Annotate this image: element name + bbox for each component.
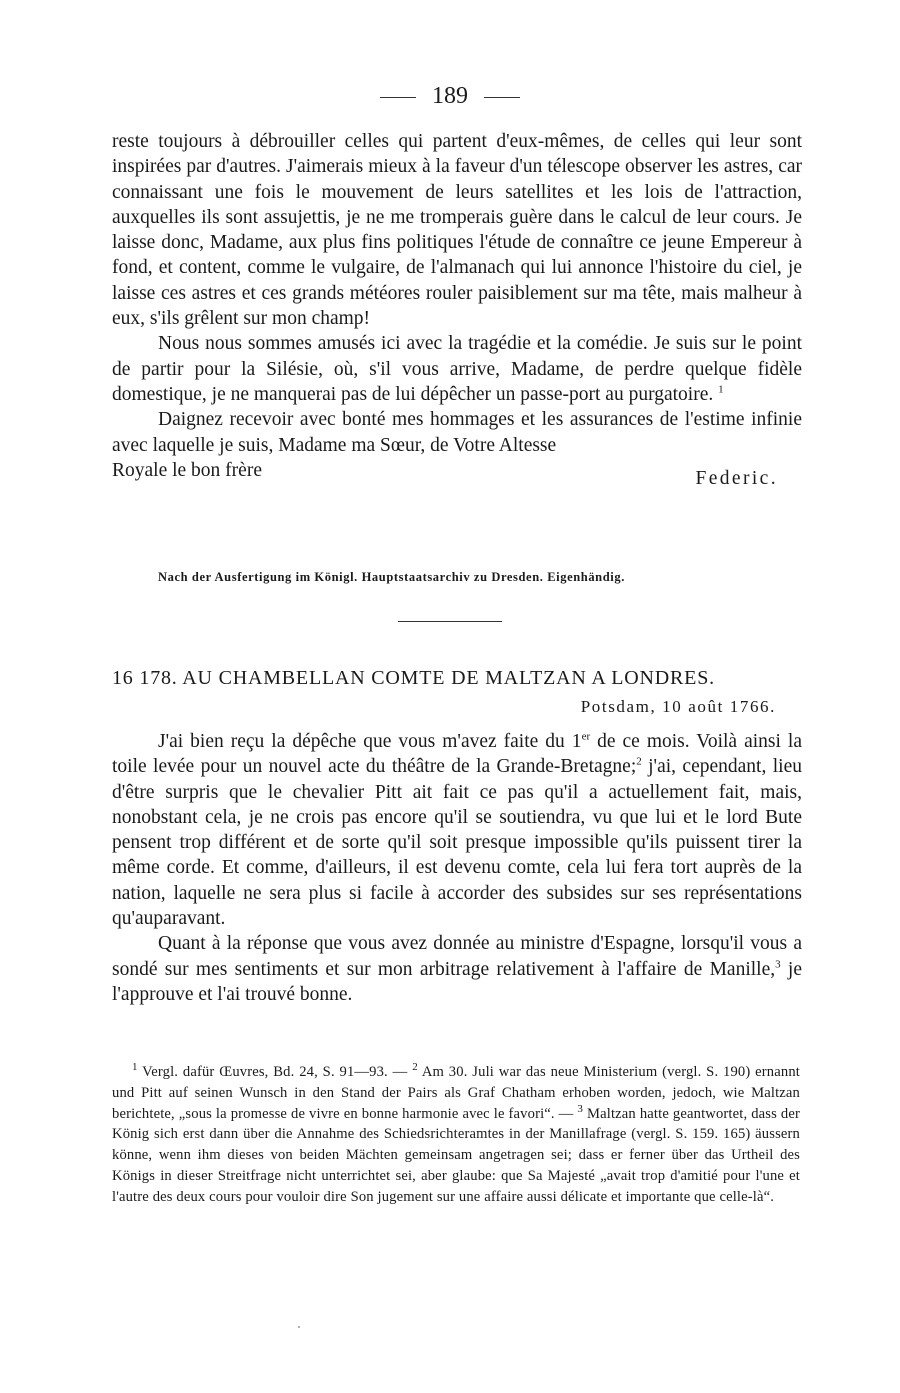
ordinal-superscript: er <box>581 730 591 743</box>
footnote-3-text: Maltzan hatte geantwortet, dass der König sich erst dann über die Annahme des Schiedsrichteramtes in der Manillafrage (vergl. S. 159. 165) äussern könne, wenn ihm dieses von beiden Mächten gemeinsam angetragen sei; dass er ferner über das Urtheil des Königs in dieser Streitfrage nicht unterrichtet sei, aber glaube: que Sa Majesté „avait trop d'amitié pour l'une et l'autre des deux cours pour vouloir dire Son jugement sur une affaire aussi délicate et importante que celle-là“. <box>112 1105 800 1205</box>
footnote-1-text: Vergl. dafür Œuvres, Bd. 24, S. 91—93. — <box>137 1064 413 1080</box>
continuation-paragraph-1: reste toujours à débrouiller celles qui partent d'eux-mêmes, de celles qui leur sont inspirées par d'autres. J'aimerais mieux à la faveur d'un télescope observer les astres, car connaissant une fois le mouvement de leurs satellites et les lois de l'attraction, auxquelles ils sont assujettis, je ne me tromperais guère dans le calcul de leur cours. Je laisse donc, Madame, aux plus fins politiques l'étude de connaître ce jeune Empereur à fond, et content, comme le vulgaire, de l'almanach qui lui annonce l'histoire du ciel, je laisse ces astres et ces grands météores rouler paisiblement sur ma tête, mais malheur à eux, s'ils grêlent sur mon champ! <box>112 131 802 330</box>
footnote-3-marker: 3 <box>577 1102 584 1115</box>
letter-paragraph-1-part-a: J'ai bien reçu la dépêche que vous m'avez faite du 1 <box>158 731 582 752</box>
letter-place-date: Potsdam, 10 août 1766. <box>580 697 776 716</box>
source-note: Nach der Ausfertigung im Königl. Hauptstaatsarchiv zu Dresden. Eigenhändig. <box>158 570 625 584</box>
footnote-2-text: Am 30. Juli war das neue Ministerium (vergl. S. 190) ernannt und Pitt auf seinen Wunsch in den Stand der Pairs als Graf Chatham erhoben worden, jedoch, wie Maltzan berichtete, „sous la promesse de vivre en bonne harmonie avec le favori“. — <box>112 1064 800 1122</box>
footnote-marker-2: 2 <box>636 755 642 768</box>
letter-paragraph-1-part-c: j'ai, cependant, lieu d'être surpris que le chevalier Pitt ait fait ce pas qu'il a actuellement fait, mais, nonobstant cela, je ne crois pas encore qu'il se soutiendra, vu que lui et le lord Bute pensent trop différent et de sorte qu'il soit presque impossible qu'ils puissent tirer la même corde. Et comme, d'ailleurs, il est devenu comte, cela lui fera tort auprès de la nation, laquelle ne sera plus si facile à accorder des subsides sur ses représentations qu'auparavant. <box>112 756 802 930</box>
continuation-paragraph-3: Daignez recevoir avec bonté mes hommages et les assurances de l'estime infinie avec laquelle je suis, Madame ma Sœur, de Votre Altesse <box>112 409 802 456</box>
page-number-dash-right <box>484 97 520 98</box>
print-speck <box>298 1326 300 1328</box>
footnote-2-marker: 2 <box>412 1061 418 1074</box>
letter-continuation <box>112 129 802 489</box>
letter-paragraph-2-part-b: je l'approuve et l'ai trouvé bonne. <box>112 958 802 1005</box>
signature-line <box>112 458 802 489</box>
letter-body <box>112 729 802 1007</box>
closing-formula: Royale le bon frère <box>112 459 262 481</box>
section-separator <box>398 621 502 622</box>
page-number-value: 189 <box>432 83 468 109</box>
footnote-1-marker: 1 <box>132 1061 138 1074</box>
letter-paragraph-2 <box>112 931 802 1007</box>
letter-paragraph-1-part-b: de ce mois. Voilà ainsi la toile levée pour un nouvel acte du théâtre de la Grande-Bretagne; <box>112 731 802 778</box>
letter-paragraph-1 <box>112 729 802 931</box>
letter-heading: 16 178. AU CHAMBELLAN COMTE DE MALTZAN A LONDRES. <box>112 667 715 689</box>
page-number-dash-left <box>380 97 416 98</box>
page-number <box>0 82 900 110</box>
footnote-marker-3: 3 <box>775 958 781 971</box>
footnote-marker-1: 1 <box>718 383 724 396</box>
letter-paragraph-2-part-a: Quant à la réponse que vous avez donnée au ministre d'Espagne, lorsqu'il vous a sondé sur mes sentiments et sur mon arbitrage relativement à l'affaire de Manille, <box>112 933 802 980</box>
continuation-paragraph-2-text: Nous nous sommes amusés ici avec la tragédie et la comédie. Je suis sur le point de partir pour la Silésie, où, s'il vous arrive, Madame, de perdre quelque fidèle domestique, je ne manquerai pas de lui dépêcher un passe-port au purgatoire. <box>112 333 802 405</box>
continuation-paragraph-2 <box>112 331 802 407</box>
signature: Federic. <box>695 467 778 489</box>
footnotes <box>112 1062 800 1208</box>
